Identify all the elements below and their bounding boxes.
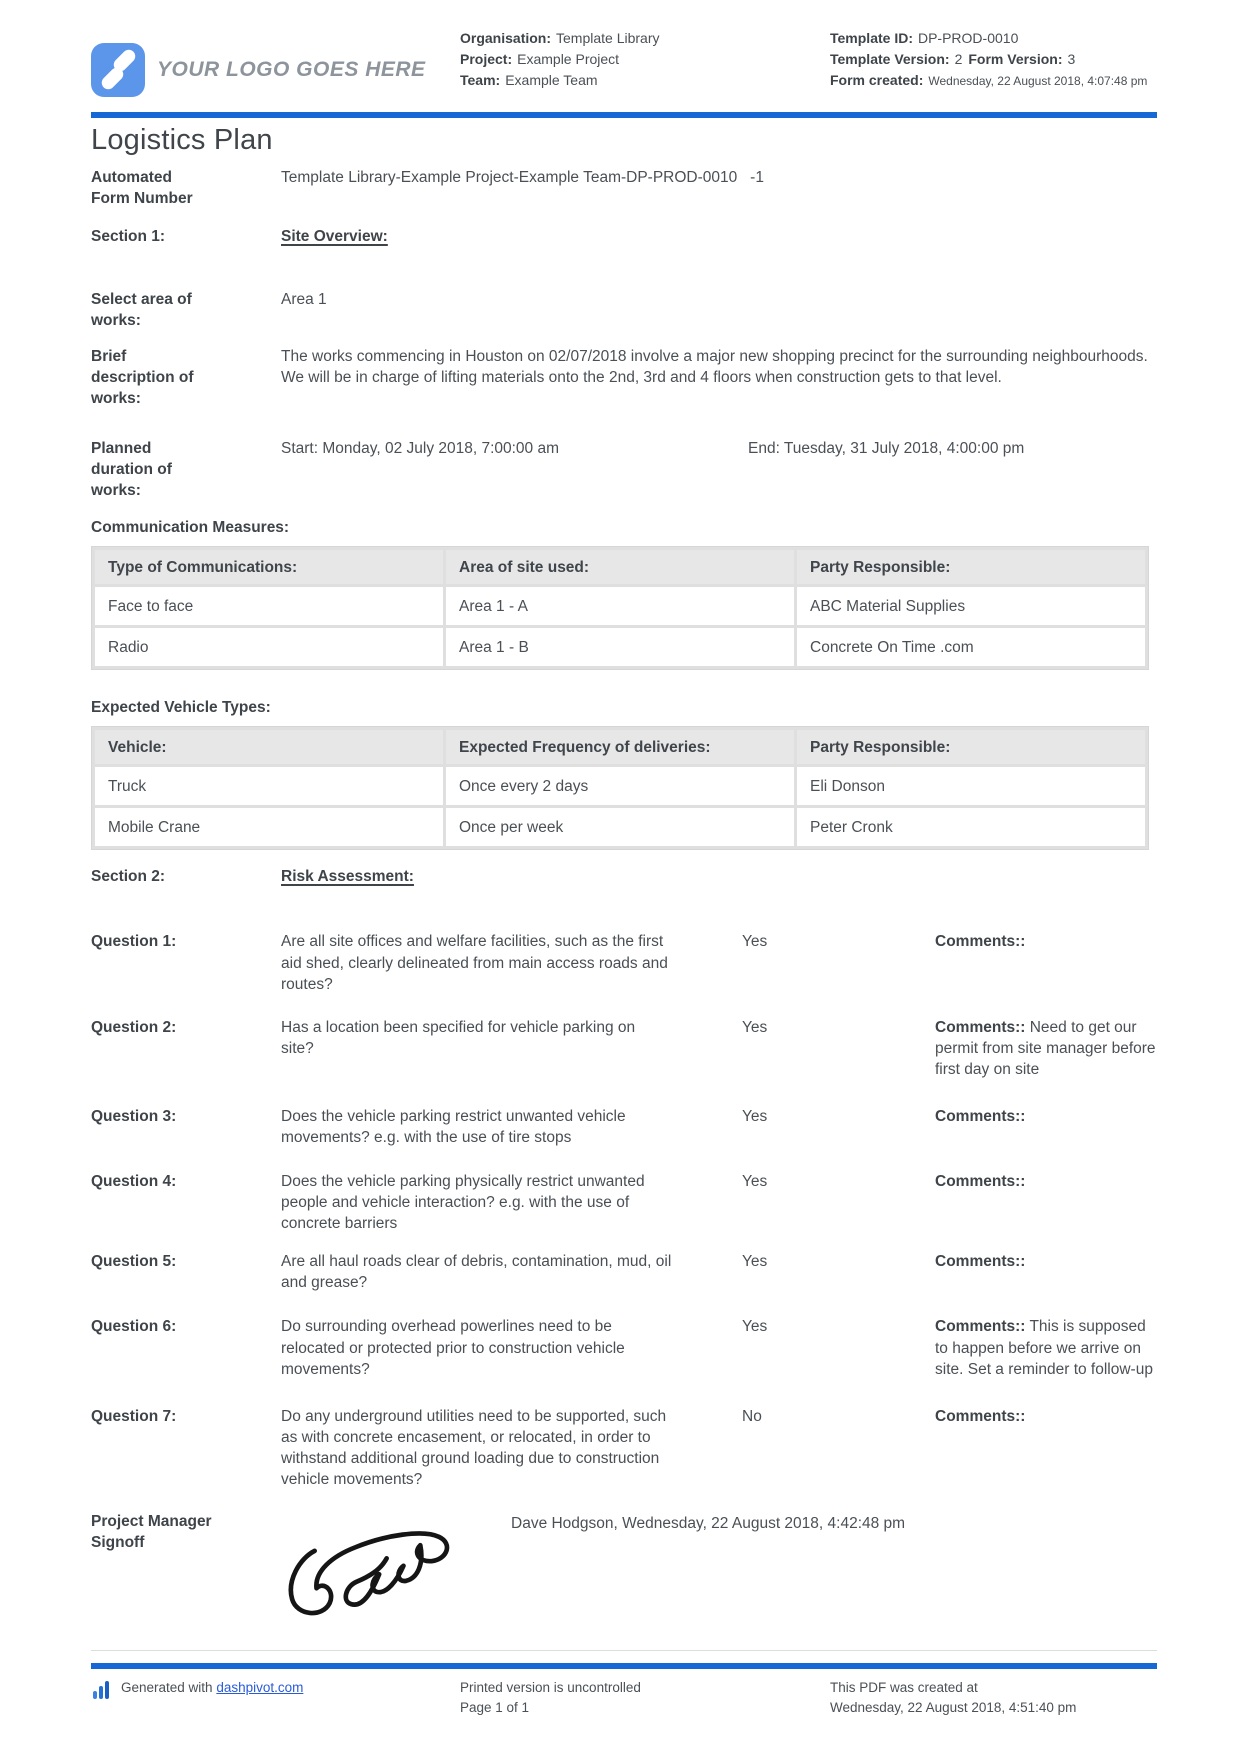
- logo: [91, 28, 460, 112]
- question-comments: [935, 1017, 1157, 1080]
- vehicle-table-header-row: [95, 730, 1145, 764]
- bar-chart-icon: [91, 1679, 113, 1701]
- question-row-5: [91, 1251, 1157, 1293]
- vehicle-header-party: Party Responsible:: [797, 730, 1145, 764]
- comm-header-area: Area of site used:: [446, 550, 794, 584]
- team-value: Example Team: [505, 72, 598, 88]
- comm-table-header-row: [95, 550, 1145, 584]
- printed-note: Printed version is uncontrolled: [460, 1680, 641, 1695]
- table-row: [95, 587, 1145, 625]
- section2-heading: Risk Assessment:: [281, 868, 414, 886]
- vehicle-table-heading: Expected Vehicle Types:: [91, 699, 271, 717]
- comm-header-party: Party Responsible:: [797, 550, 1145, 584]
- comments-label: Comments::: [935, 933, 1026, 951]
- comm-cell: Area 1 - A: [446, 587, 794, 625]
- vehicle-table: [91, 726, 1149, 850]
- comm-header-type: Type of Communications:: [95, 550, 443, 584]
- question-text: Do any underground utilities need to be supported, such as with concrete encasement, or relocated, in order to withstand additional ground loading due to construction vehicle movements?: [281, 1407, 667, 1488]
- question-label: Question 4:: [91, 1173, 177, 1191]
- select-area-row: [91, 289, 1157, 331]
- page-title: Logistics Plan: [91, 124, 273, 156]
- organisation-label: Organisation:: [460, 30, 552, 46]
- vehicle-cell: Truck: [95, 767, 443, 805]
- footer-generated: [91, 1678, 460, 1718]
- table-row: [95, 628, 1145, 666]
- project-label: Project:: [460, 51, 513, 67]
- template-id-line: [830, 28, 1157, 49]
- question-comments: [935, 931, 1157, 952]
- question-label: Question 2:: [91, 1018, 177, 1036]
- comment-text: This is supposed to happen before we arrive on site. Set a reminder to follow-up: [935, 1318, 1153, 1378]
- page-footer: [91, 1650, 1157, 1718]
- question-text: Does the vehicle parking physically restrict unwanted people and vehicle interaction? e.g. with the use of concrete barriers: [281, 1173, 645, 1233]
- question-text: Does the vehicle parking restrict unwanted vehicle movements? e.g. with the use of tire stops: [281, 1107, 626, 1146]
- question-comments: [935, 1251, 1157, 1272]
- vehicle-cell: Mobile Crane: [95, 808, 443, 846]
- comm-cell: ABC Material Supplies: [797, 587, 1145, 625]
- section1-row: [91, 226, 1157, 247]
- form-created-value: Wednesday, 22 August 2018, 4:07:48 pm: [928, 74, 1148, 88]
- question-label: Question 6:: [91, 1318, 177, 1336]
- header-divider: [91, 112, 1157, 118]
- logo-placeholder-text: YOUR LOGO GOES HERE: [157, 57, 426, 81]
- question-label: Question 3:: [91, 1107, 177, 1125]
- question-text: Are all haul roads clear of debris, contamination, mud, oil and grease?: [281, 1253, 672, 1292]
- pdf-created-line1: This PDF was created at: [830, 1680, 978, 1695]
- footer-print-block: [460, 1678, 830, 1718]
- question-row-6: [91, 1316, 1157, 1379]
- section2-label: Section 2:: [91, 868, 166, 886]
- duration-end-value: End: Tuesday, 31 July 2018, 4:00:00 pm: [748, 439, 1025, 457]
- question-answer: Yes: [742, 1018, 768, 1036]
- header-template-block: [830, 28, 1157, 112]
- duration-start-value: Start: Monday, 02 July 2018, 7:00:00 am: [281, 439, 560, 457]
- question-comments: [935, 1316, 1157, 1379]
- project-value: Example Project: [517, 51, 620, 67]
- vehicle-header-frequency: Expected Frequency of deliveries:: [446, 730, 794, 764]
- question-comments: [935, 1106, 1157, 1127]
- form-created-line: [830, 70, 1157, 92]
- form-number-row: [91, 167, 1157, 209]
- vehicle-cell: Peter Cronk: [797, 808, 1145, 846]
- organisation-value: Template Library: [556, 30, 660, 46]
- company-logo-icon: [91, 43, 145, 97]
- select-area-label: Select area of works:: [91, 290, 192, 329]
- vehicle-cell: Once per week: [446, 808, 794, 846]
- question-text: Do surrounding overhead powerlines need to be relocated or protected prior to construction vehicle movements?: [281, 1318, 625, 1378]
- question-label: Question 5:: [91, 1253, 177, 1271]
- project-line: [460, 49, 830, 70]
- question-row-7: [91, 1406, 1157, 1490]
- question-label: Question 7:: [91, 1407, 177, 1425]
- comm-cell: Face to face: [95, 587, 443, 625]
- form-version-value: 3: [1067, 51, 1076, 67]
- question-comments: [935, 1406, 1157, 1427]
- comment-text: Need to get our permit from site manager before first day on site: [935, 1018, 1156, 1078]
- question-answer: Yes: [742, 1173, 768, 1191]
- comments-label: Comments::: [935, 1107, 1026, 1125]
- form-created-label: Form created:: [830, 72, 924, 88]
- comments-label: Comments::: [935, 1318, 1026, 1336]
- question-answer: Yes: [742, 1253, 768, 1271]
- question-label: Question 1:: [91, 933, 177, 951]
- question-row-4: [91, 1171, 1157, 1234]
- comm-table-heading: Communication Measures:: [91, 519, 290, 537]
- page-header: [91, 0, 1157, 112]
- vehicle-cell: Eli Donson: [797, 767, 1145, 805]
- vehicle-cell: Once every 2 days: [446, 767, 794, 805]
- comments-label: Comments::: [935, 1253, 1026, 1271]
- form-number-label: Automated Form Number: [91, 169, 193, 208]
- section1-label: Section 1:: [91, 227, 166, 245]
- team-label: Team:: [460, 72, 501, 88]
- organisation-line: [460, 28, 830, 49]
- question-answer: Yes: [742, 1318, 768, 1336]
- footer-created-block: [830, 1678, 1076, 1718]
- question-row-1: [91, 931, 1157, 994]
- question-comments: [935, 1171, 1157, 1192]
- dashpivot-link[interactable]: dashpivot.com: [216, 1680, 304, 1695]
- table-row: [95, 767, 1145, 805]
- footer-hairline: [91, 1650, 1157, 1651]
- template-id-value: DP-PROD-0010: [917, 30, 1019, 46]
- comm-cell: Concrete On Time .com: [797, 628, 1145, 666]
- comments-label: Comments::: [935, 1407, 1026, 1425]
- question-text: Has a location been specified for vehicle parking on site?: [281, 1018, 636, 1057]
- comments-label: Comments::: [935, 1173, 1026, 1191]
- section2-row: [91, 866, 1157, 887]
- signoff-label: Project Manager Signoff: [91, 1513, 212, 1552]
- template-version-label: Template Version:: [830, 51, 950, 67]
- question-text: Are all site offices and welfare facilities, such as the first aid shed, clearly delineated from main access roads and routes?: [281, 933, 668, 993]
- planned-duration-label: Planned duration of works:: [91, 439, 172, 500]
- question-answer: No: [742, 1407, 762, 1425]
- signature-image: [281, 1519, 511, 1628]
- comments-label: Comments::: [935, 1018, 1026, 1036]
- header-org-block: [460, 28, 830, 112]
- brief-description-value: The works commencing in Houston on 02/07/2018 involve a major new shopping precinct for the surrounding neighbourhoods. We will be in charge of lifting materials onto the 2nd, 3rd and 4 floors when construction gets to that level.: [281, 347, 1148, 386]
- signoff-name-date: Dave Hodgson, Wednesday, 22 August 2018, 4:42:48 pm: [511, 1515, 906, 1532]
- table-row: [95, 808, 1145, 846]
- planned-duration-row: [91, 438, 1157, 501]
- brief-description-label: Brief description of works:: [91, 347, 194, 407]
- select-area-value: Area 1: [281, 290, 327, 308]
- brief-description-row: [91, 346, 1157, 409]
- comm-cell: Area 1 - B: [446, 628, 794, 666]
- template-id-label: Template ID:: [830, 30, 913, 46]
- section1-heading: Site Overview:: [281, 227, 388, 245]
- versions-line: [830, 49, 1157, 70]
- question-row-2: [91, 1017, 1157, 1080]
- question-row-3: [91, 1106, 1157, 1148]
- signoff-row: [91, 1511, 1157, 1628]
- team-line: [460, 70, 830, 91]
- pdf-created-line2: Wednesday, 22 August 2018, 4:51:40 pm: [830, 1700, 1077, 1715]
- generated-with-text: Generated with: [121, 1680, 213, 1695]
- vehicle-header-vehicle: Vehicle:: [95, 730, 443, 764]
- question-answer: Yes: [742, 1107, 768, 1125]
- form-number-value: Template Library-Example Project-Example Team-DP-PROD-0010 -1: [281, 169, 764, 187]
- template-version-value: 2: [954, 51, 963, 67]
- comm-cell: Radio: [95, 628, 443, 666]
- page-number: Page 1 of 1: [460, 1700, 530, 1715]
- form-version-label: Form Version:: [968, 51, 1063, 67]
- question-answer: Yes: [742, 933, 768, 951]
- comm-table: [91, 546, 1149, 670]
